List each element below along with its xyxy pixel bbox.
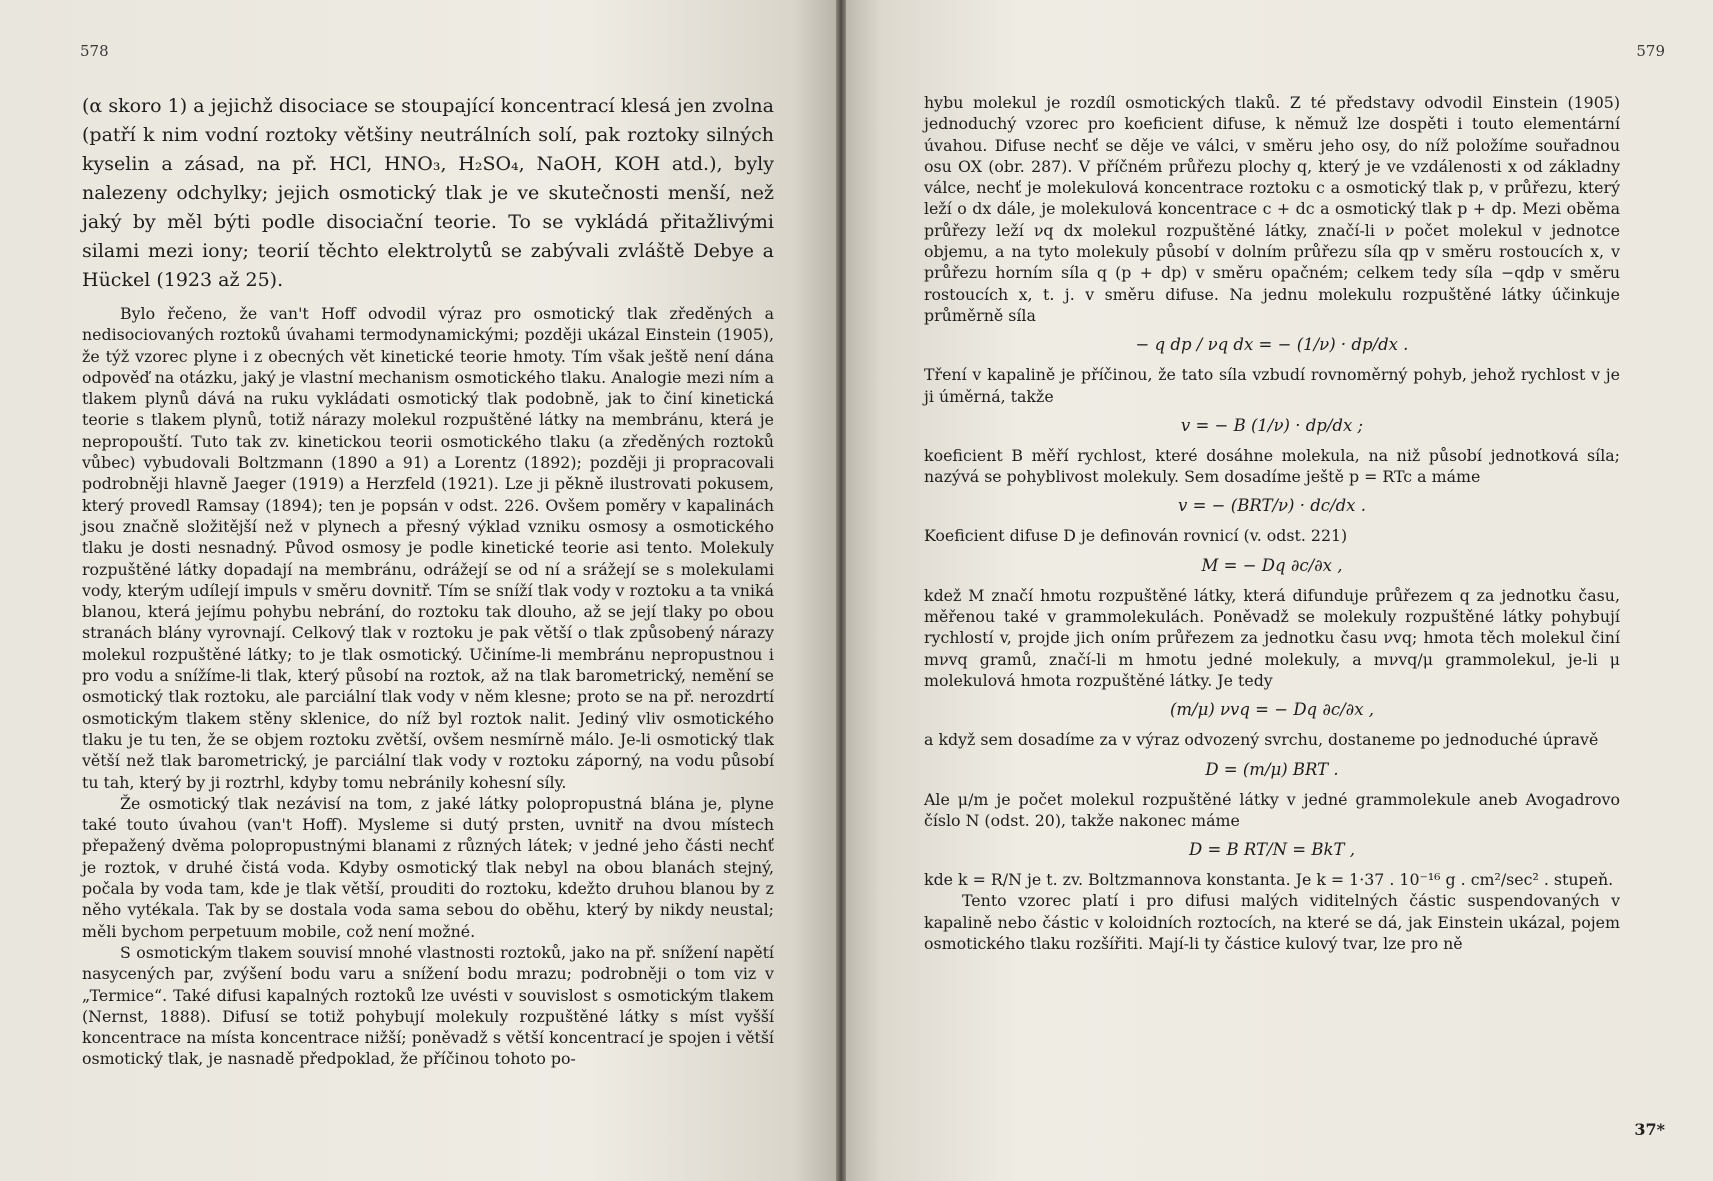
equation-velocity-rt: v = − (BRT/ν) · dc/dx . bbox=[1178, 496, 1366, 516]
paragraph-substitution: a když sem dosadíme za v výraz odvozený svrchu, dostaneme po jednoduché úpravě bbox=[924, 730, 1599, 750]
equation-einstein: D = B RT/N = BkT , bbox=[1189, 840, 1355, 860]
paragraph-boltzmann: kde k = R/N je t. zv. Boltzmannova konstanta. Je k = 1·37 . 10⁻¹⁶ g . cm²/sec² . stupeň. bbox=[924, 870, 1614, 890]
paragraph-mobility: koeficient B měří rychlost, které dosáhne molekula, na niž působí jednotková síla; nazývá se pohyblivost molekuly. Sem dosadíme ještě p = RTc a máme bbox=[924, 445, 1620, 487]
paragraph-kinetic-theory: Bylo řečeno, že van't Hoff odvodil výraz pro osmotický tlak zředěných a nedisociovaných roztoků úvahami termodynamickými; později ukázal Einstein (1905), že týž vzorec plyne i z obecných vět kinetické teorie hmoty. Tím však ještě není dána odpověď na otázku, jaký je vlastní mechanism osmotického tlaku. Analogie mezi ním a tlakem plynů dává na ruku vykládati osmotický tlak podobně, jak to činí kinetická teorie s tlakem plynů, totiž nárazy molekul rozpuštěné látky na membránu, která je nepropouští. Tuto tak zv. kinetickou teorii osmotického tlaku (a zředěných roztoků vůbec) vybudovali Boltzmann (1890 a 91) a Lorentz (1892); později ji propracovali podrobněji hlavně Jaeger (1919) a Herzfeld (1921). Lze ji pěkně ilustrovati pokusem, který provedl Ramsay (1894); ten je popsán v odst. 226. Ovšem poměry v kapalinách jsou značně složitější než v plynech a přesný výklad vzniku osmosy a osmotického tlaku je dosti nesnadný. Původ osmosy je podle kinetické teorie asi tento. Molekuly rozpuštěné látky dopadají na membránu, odrážejí se od ní a srážejí se s molekulami vody, kterým udílejí impuls v směru dovnitř. Tím se sníží tlak vody v roztoku a ta vniká blanou, která jejímu pohybu nebrání, do roztoku tak dlouho, až se její tlaky po obou stranách blány vyrovnají. Celkový tlak v roztoku je pak větší o tlak způsobený nárazy molekul rozpuštěné látky; to je tlak osmotický. Učiníme-li membránu nepropustnou i pro vodu a snížíme-li tlak, který působí na roztok, až na tlak barometrický, nemění se osmotický tlak roztoku, ale parciální tlak vody v něm klesne; proto se na př. nerozdrtí osmotickým tlakem stěny sklenice, do níž byl roztok nalit. Jediný vliv osmotického tlaku je tu ten, že se objem roztoku zvětší, ovšem nesmírně málo. Je-li osmotický tlak větší než tlak barometrický, je parciální tlak vody v roztoku záporný, na vodu působí tu tah, který by ji roztrhl, kdyby tomu nebránily kohesní síly. bbox=[82, 304, 774, 792]
paragraph-particles: Tento vzorec platí i pro difusi malých viditelných částic suspendovaných v kapalině nebo částic v koloidních roztocích, na které se dá, jak Einstein ukázal, pojem osmotického tlaku rozšířiti. Mají-li ty částice kulový tvar, lze pro ně bbox=[924, 891, 1620, 954]
right-page-text bbox=[924, 92, 1620, 954]
paragraph-mass-flow: kdež M značí hmotu rozpuštěné látky, která difunduje průřezem q za jednotku času, měřenou také v grammolekulách. Poněvadž se molekuly rozpuštěné látky pohybují rychlostí v, projde jich oním průřezem za jednotku času νvq; hmota těch molekul činí mνvq gramů, značí-li m hmotu jedné molekuly, a mνvq/μ grammolekul, je-li μ molekulová hmota rozpuštěné látky. Je tedy bbox=[924, 585, 1620, 690]
left-page-text bbox=[82, 92, 774, 1070]
equation-force-per-molecule: − q dp / νq dx = − (1/ν) · dp/dx . bbox=[1135, 335, 1409, 355]
paragraph-avogadro: Ale μ/m je počet molekul rozpuštěné látky v jedné grammolekule aneb Avogadrovo číslo N (odst. 20), takže nakonec máme bbox=[924, 789, 1620, 830]
right-page bbox=[846, 0, 1713, 1181]
page-number-right: 579 bbox=[1636, 42, 1665, 60]
paragraph-continued: (α skoro 1) a jejichž disociace se stoupající koncentrací klesá jen zvolna (patří k nim vodní roztoky většiny neutrálních solí, pak roztoky silných kyselin a zásad, na př. HCl, HNO₃, H₂SO₄, NaOH, KOH atd.), byly nalezeny odchylky; jejich osmotický tlak je ve skutečnosti menší, než jaký by měl býti podle disociační teorie. To se vykládá přitažlivými silami mezi iony; teorií těchto elektrolytů se zabývali zvláště Debye a Hückel (1923 až 25). bbox=[82, 95, 774, 291]
paragraph-diffusion-intro: S osmotickým tlakem souvisí mnohé vlastnosti roztoků, jako na př. snížení napětí nasycených par, zvýšení bodu varu a snížení bodu mrazu; podrobněji o tom viz v „Termice“. Také difusi kapalných roztoků lze uvésti v souvislost s osmotickým tlakem (Nernst, 1888). Difusí se totiž pohybují molekuly rozpuštěné látky s míst vyšší koncentrace na místa koncentrace nižší; poněvadž s větší koncentrací je spojen i větší osmotický tlak, je nasnadě předpoklad, že příčinou tohoto po- bbox=[82, 942, 774, 1069]
page-number-left: 578 bbox=[80, 42, 109, 60]
left-page bbox=[0, 0, 836, 1181]
paragraph-diffusion-derivation: hybu molekul je rozdíl osmotických tlaků. Z té představy odvodil Einstein (1905) jednoduchý vzorec pro koeficient difuse, k němuž lze dospěti i touto elementární úvahou. Difuse nechť se děje ve válci, v směru jeho osy, do níž položíme souřadnou osu OX (obr. 287). V příčném průřezu plochy q, který je ve vzdálenosti x od základny válce, nechť je molekulová koncentrace roztoku c a osmotický tlak p, v průřezu, který leží o dx dále, je molekulová koncentrace c + dc a osmotický tlak p + dp. Mezi oběma průřezy leží νq dx molekul rozpuštěné látky, značí-li ν počet molekul v jednotce objemu, a na tyto molekuly působí v dolním průřezu síla qp v směru rostoucích x, v průřezu horním síla q (p + dp) v směru opačném; celkem tedy síla −qdp v směru rostoucích x, t. j. v směru difuse. Na jednu molekulu rozpuštěné látky účinkuje průměrně síla bbox=[924, 93, 1620, 325]
book-gutter bbox=[836, 0, 846, 1181]
paragraph-ring-argument: Že osmotický tlak nezávisí na tom, z jaké látky polopropustná blána je, plyne také touto úvahou (van't Hoff). Mysleme si dutý prsten, uvnitř na dvou místech přepažený dvěma polopropustnými blanami z různých látek; v jedné jeho části nechť je roztok, v druhé čistá voda. Kdyby osmotický tlak nebyl na obou blanách stejný, počala by voda tam, kde je tlak větší, prouditi do roztoku, kdežto druhou blanou by z něho vytékala. Tak by se dostala voda sama sebou do oběhu, který by nikdy neustal; měli bychom perpetuum mobile, což není možné. bbox=[82, 793, 774, 941]
paragraph-diffusion-coefficient: Koeficient difuse D je definován rovnicí (v. odst. 221) bbox=[924, 526, 1348, 546]
equation-mass-balance: (m/μ) νvq = − Dq ∂c/∂x , bbox=[1169, 700, 1375, 720]
equation-d-brt: D = (m/μ) BRT . bbox=[1205, 759, 1339, 779]
signature-mark: 37* bbox=[1634, 1120, 1665, 1139]
equation-velocity: v = − B (1/ν) · dp/dx ; bbox=[1180, 415, 1364, 435]
paragraph-friction: Tření v kapalině je příčinou, že tato síla vzbudí rovnoměrný pohyb, jehož rychlost v je ji úměrná, takže bbox=[924, 365, 1620, 406]
equation-fick: M = − Dq ∂c/∂x , bbox=[1201, 555, 1343, 575]
